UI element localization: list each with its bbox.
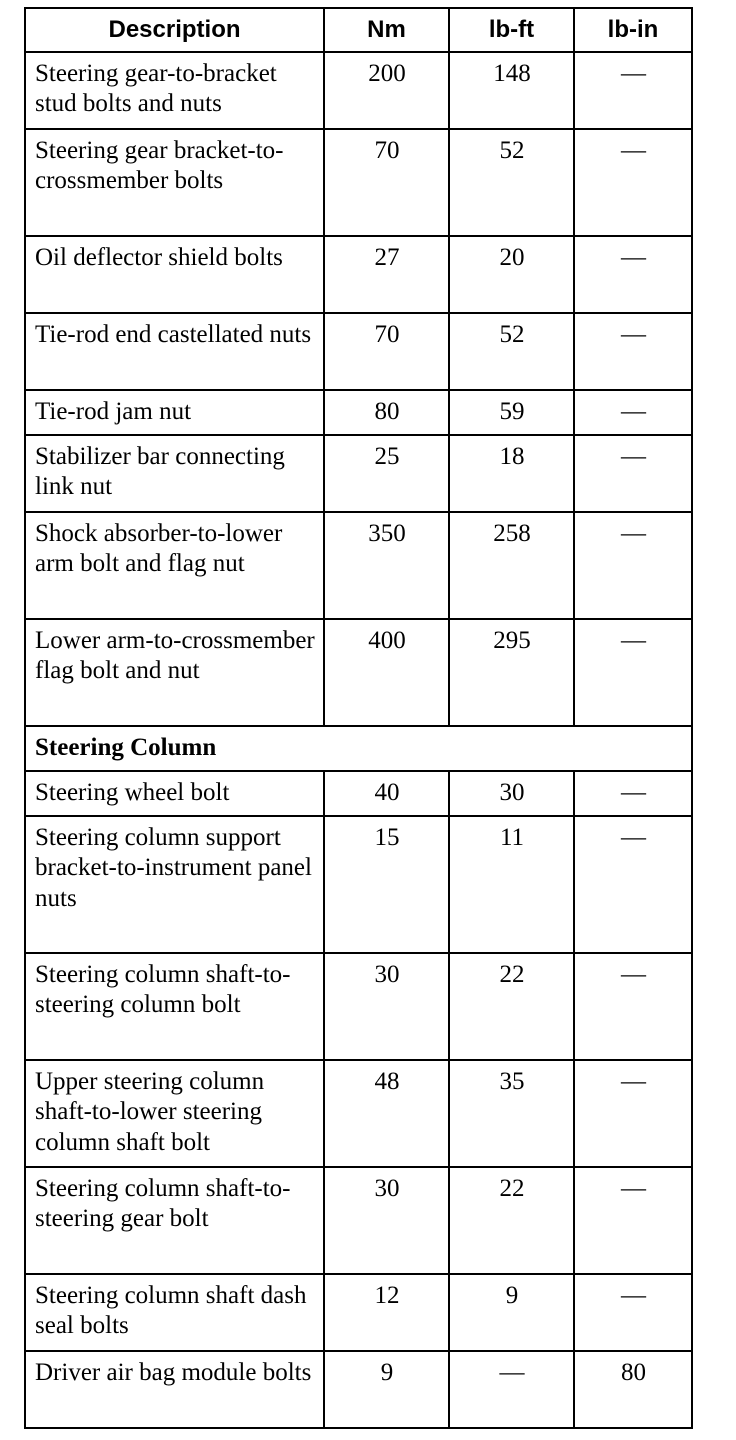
- cell-nm: 9: [324, 1351, 449, 1428]
- cell-lbin: —: [574, 236, 692, 313]
- cell-nm: 30: [324, 953, 449, 1060]
- cell-lbin: —: [574, 435, 692, 512]
- table-row: [25, 953, 692, 1060]
- cell-lbin: —: [574, 771, 692, 816]
- cell-lbin: —: [574, 1060, 692, 1167]
- header-lbin: lb-in: [574, 8, 692, 52]
- cell-lbin: —: [574, 52, 692, 129]
- cell-lbin: —: [574, 390, 692, 435]
- cell-description: Steering column shaft-to-steering column bolt: [25, 953, 324, 1060]
- cell-lbft: 22: [449, 953, 574, 1060]
- cell-lbft: 9: [449, 1274, 574, 1351]
- section-row: [25, 726, 692, 771]
- cell-description: Shock absorber-to-lower arm bolt and flag nut: [25, 512, 324, 619]
- cell-description: Tie-rod end castellated nuts: [25, 313, 324, 390]
- table-row: [25, 816, 692, 953]
- cell-nm: 400: [324, 619, 449, 726]
- table-row: [25, 771, 692, 816]
- cell-lbft: 18: [449, 435, 574, 512]
- section-heading-steering-column: Steering Column: [25, 726, 692, 771]
- cell-lbft: 20: [449, 236, 574, 313]
- cell-lbft: 148: [449, 52, 574, 129]
- cell-nm: 12: [324, 1274, 449, 1351]
- table-row: [25, 390, 692, 435]
- header-row: [25, 8, 692, 52]
- cell-description: Steering column shaft dash seal bolts: [25, 1274, 324, 1351]
- cell-nm: 70: [324, 313, 449, 390]
- table-row: [25, 1060, 692, 1167]
- cell-lbft: 30: [449, 771, 574, 816]
- table-row: [25, 313, 692, 390]
- cell-lbft: 22: [449, 1167, 574, 1274]
- table-row: [25, 619, 692, 726]
- cell-nm: 48: [324, 1060, 449, 1167]
- cell-description: Tie-rod jam nut: [25, 390, 324, 435]
- cell-description: Steering column support bracket-to-instrument panel nuts: [25, 816, 324, 953]
- cell-lbin: —: [574, 129, 692, 236]
- cell-lbft: 52: [449, 129, 574, 236]
- cell-lbin: —: [574, 816, 692, 953]
- table-row: [25, 236, 692, 313]
- cell-lbin: —: [574, 313, 692, 390]
- cell-description: Steering gear bracket-to-crossmember bolts: [25, 129, 324, 236]
- cell-lbin: 80: [574, 1351, 692, 1428]
- header-lbft: lb-ft: [449, 8, 574, 52]
- cell-nm: 70: [324, 129, 449, 236]
- cell-description: Stabilizer bar connecting link nut: [25, 435, 324, 512]
- cell-lbft: 59: [449, 390, 574, 435]
- cell-nm: 200: [324, 52, 449, 129]
- cell-nm: 27: [324, 236, 449, 313]
- table-row: [25, 129, 692, 236]
- cell-lbin: —: [574, 953, 692, 1060]
- cell-nm: 40: [324, 771, 449, 816]
- cell-nm: 15: [324, 816, 449, 953]
- table-row: [25, 1351, 692, 1428]
- cell-lbft: 52: [449, 313, 574, 390]
- cell-lbft: 258: [449, 512, 574, 619]
- cell-description: Upper steering column shaft-to-lower steering column shaft bolt: [25, 1060, 324, 1167]
- cell-lbin: —: [574, 1167, 692, 1274]
- cell-nm: 25: [324, 435, 449, 512]
- header-description: Description: [25, 8, 324, 52]
- torque-spec-table: [24, 7, 693, 1429]
- table-row: [25, 512, 692, 619]
- header-nm: Nm: [324, 8, 449, 52]
- cell-nm: 30: [324, 1167, 449, 1274]
- table-row: [25, 435, 692, 512]
- cell-lbft: 35: [449, 1060, 574, 1167]
- table-row: [25, 1274, 692, 1351]
- cell-description: Oil deflector shield bolts: [25, 236, 324, 313]
- cell-lbft: 11: [449, 816, 574, 953]
- cell-nm: 350: [324, 512, 449, 619]
- cell-lbft: —: [449, 1351, 574, 1428]
- cell-lbft: 295: [449, 619, 574, 726]
- cell-nm: 80: [324, 390, 449, 435]
- cell-lbin: —: [574, 619, 692, 726]
- table-row: [25, 52, 692, 129]
- cell-description: Steering wheel bolt: [25, 771, 324, 816]
- cell-description: Driver air bag module bolts: [25, 1351, 324, 1428]
- cell-description: Lower arm-to-crossmember flag bolt and nut: [25, 619, 324, 726]
- cell-description: Steering column shaft-to-steering gear bolt: [25, 1167, 324, 1274]
- table-row: [25, 1167, 692, 1274]
- cell-description: Steering gear-to-bracket stud bolts and nuts: [25, 52, 324, 129]
- cell-lbin: —: [574, 1274, 692, 1351]
- cell-lbin: —: [574, 512, 692, 619]
